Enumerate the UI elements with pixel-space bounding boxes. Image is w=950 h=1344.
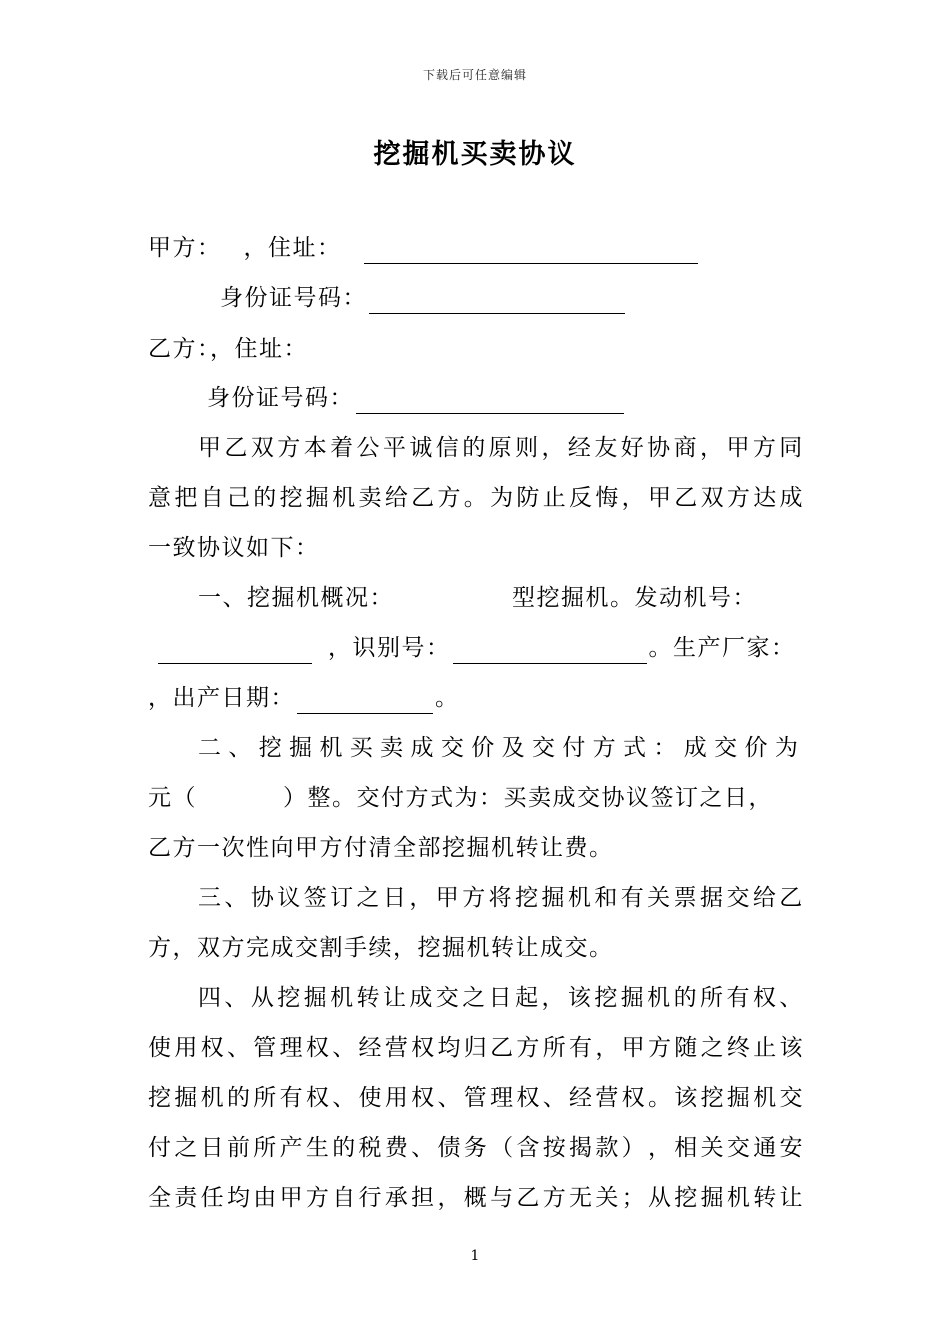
clause4-line-3: 挖 掘 机 的 所 有 权 、 使 用 权 、 管 理 权 、 经 营 权 。 该 挖 掘 机 交 (148, 1085, 804, 1111)
clause4-line-5: 全 责 任 均 由 甲 方 自 行 承 担 ， 概 与 乙 方 无 关 ； 从 挖 掘 机 转 让 (148, 1185, 804, 1211)
clause2-payment-text: ）整。交付方式为：买卖成交协议签订之日， (283, 785, 773, 811)
party-a-id-line (220, 282, 627, 314)
clause2-line-1: 二 、 挖 掘 机 买 卖 成 交 价 及 交 付 方 式 ： 成 交 价 为 (198, 735, 804, 761)
clause1-line-1 (198, 582, 757, 614)
clause1-end: 。 (435, 685, 460, 711)
clause4-line-2: 使 用 权 、 管 理 权 、 经 营 权 均 归 乙 方 所 有 ， 甲 方 随 之 终 止 该 (148, 1035, 804, 1061)
party-b-address-label: ，住址： (210, 336, 308, 362)
page-number: 1 (470, 1248, 480, 1264)
intro-line-2: 意 把 自 己 的 挖 掘 机 卖 给 乙 方 。 为 防 止 反 悔 ， 甲 乙 双 方 达 成 (148, 485, 804, 511)
party-a-line (148, 232, 700, 264)
party-a-address-label: ，住址： (243, 235, 342, 261)
clause2-line-2 (148, 782, 773, 814)
party-b-line (148, 333, 308, 365)
clause1-manufacturer-label: 。生产厂家： (648, 635, 796, 661)
clause1-vin-label: ，识别号： (328, 635, 451, 661)
party-b-id-line (207, 382, 626, 414)
clause2-yuan: 元（ (148, 785, 197, 811)
party-a-id-label: 身份证号码： (220, 285, 367, 311)
clause4-line-4: 付 之 日 前 所 产 生 的 税 费 、 债 务 （ 含 按 揭 款 ） ， 相 关 交 通 安 (148, 1135, 804, 1161)
party-a-label: 甲方： (148, 235, 222, 261)
clause1-line-3 (148, 682, 460, 714)
intro-line-3: 一致协议如下： (148, 535, 320, 561)
clause2-line-3: 乙方一次性向甲方付清全部挖掘机转让费。 (148, 835, 614, 861)
party-b-id-blank (356, 387, 624, 414)
party-b-id-label: 身份证号码： (207, 385, 354, 411)
vin-blank (453, 637, 647, 664)
clause4-line-1: 四 、 从 挖 掘 机 转 让 成 交 之 日 起 ， 该 挖 掘 机 的 所 有 权 、 (198, 985, 804, 1011)
clause1-overview-label: 一、挖掘机概况： (198, 585, 394, 611)
engine-number-blank (158, 637, 312, 664)
production-date-blank (297, 687, 433, 714)
party-a-address-blank (364, 237, 698, 264)
clause1-date-label: ，出产日期： (148, 685, 295, 711)
header-note: 下载后可任意编辑 (422, 68, 527, 82)
clause3-line-2: 方，双方完成交割手续，挖掘机转让成交。 (148, 935, 614, 961)
party-a-id-blank (369, 287, 625, 314)
clause1-model-text: 型挖掘机。发动机号： (512, 585, 757, 611)
clause3-line-1: 三 、 协 议 签 订 之 日 ， 甲 方 将 挖 掘 机 和 有 关 票 据 交 给 乙 (198, 885, 804, 911)
intro-line-1: 甲 乙 双 方 本 着 公 平 诚 信 的 原 则 ， 经 友 好 协 商 ， 甲 方 同 (198, 435, 804, 461)
clause1-line-2 (156, 632, 796, 664)
party-b-label: 乙方： (148, 336, 210, 362)
document-title: 挖掘机买卖协议 (373, 139, 577, 170)
